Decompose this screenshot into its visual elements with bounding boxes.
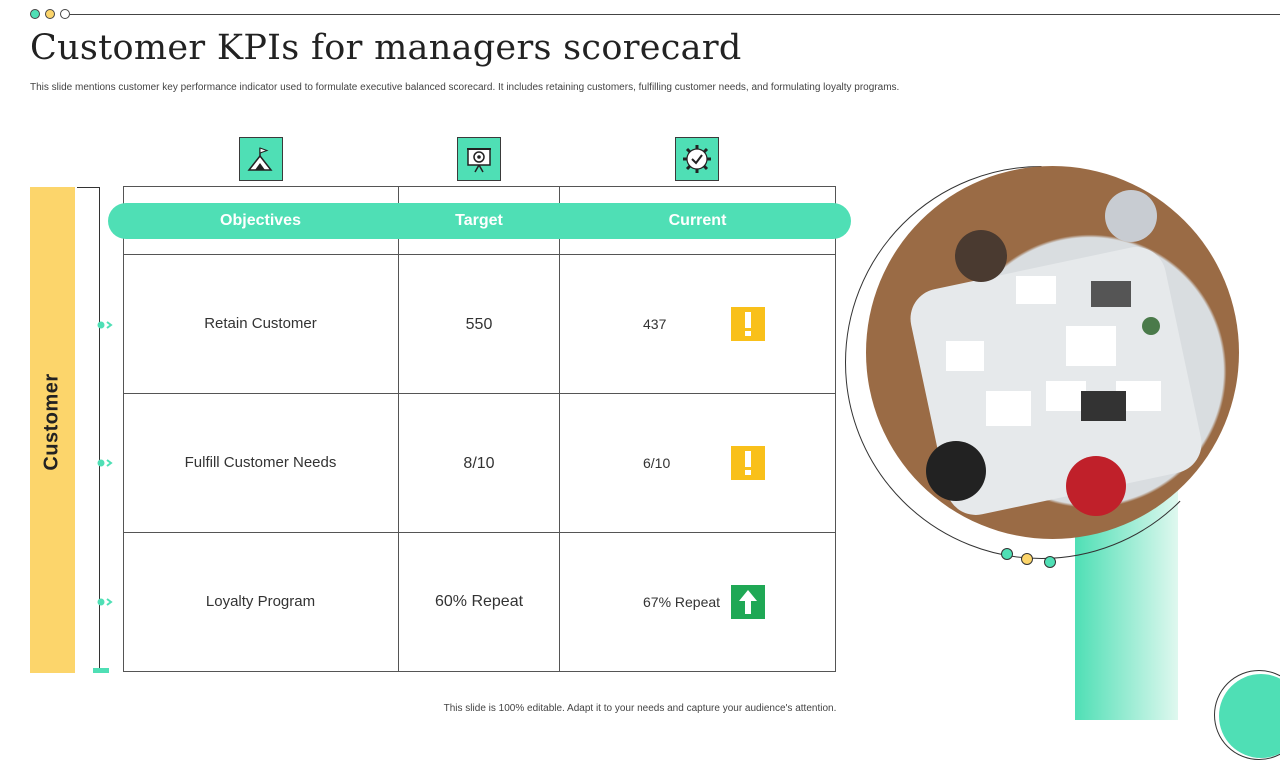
gear-check-icon <box>675 137 719 181</box>
header-current: Current <box>668 212 727 229</box>
row-current: 437 <box>643 316 667 332</box>
row-bullet-icon <box>96 320 114 330</box>
row-bullet-icon <box>96 458 114 468</box>
top-divider <box>70 14 1280 15</box>
mountain-flag-icon <box>239 137 283 181</box>
warning-icon <box>731 307 765 341</box>
page-title: Customer KPIs for managers scorecard <box>30 28 742 68</box>
decor-dot-green <box>30 9 40 19</box>
column-divider <box>559 186 560 672</box>
row-objective: Fulfill Customer Needs <box>184 454 337 471</box>
row-objective: Retain Customer <box>204 315 317 332</box>
presentation-target-icon <box>457 137 501 181</box>
header-objectives: Objectives <box>220 212 301 229</box>
decor-dot-green <box>1044 556 1056 568</box>
decor-dot-green <box>1001 548 1013 560</box>
row-divider <box>123 254 836 255</box>
row-current: 67% Repeat <box>643 594 721 610</box>
decor-dot-yellow <box>45 9 55 19</box>
category-label: Customer <box>40 373 63 471</box>
row-divider <box>123 532 836 533</box>
warning-icon <box>731 446 765 480</box>
row-bullet-icon <box>96 597 114 607</box>
header-target: Target <box>455 212 503 229</box>
bracket-foot <box>93 668 109 673</box>
row-target: 550 <box>465 316 493 333</box>
team-meeting-photo <box>866 166 1239 539</box>
row-current: 6/10 <box>643 455 671 471</box>
row-target: 60% Repeat <box>434 593 524 610</box>
page-subtitle: This slide mentions customer key performance indicator used to formulate executive balanced scorecard. It includes retaining customers, fulfilling customer needs, and formulating loyalty programs. <box>30 82 900 93</box>
footer-note: This slide is 100% editable. Adapt it to your needs and capture your audience's attention. <box>443 703 837 714</box>
decor-dot-yellow <box>1021 553 1033 565</box>
row-divider <box>123 393 836 394</box>
row-objective: Loyalty Program <box>205 593 316 610</box>
decor-dot-white <box>60 9 70 19</box>
row-target: 8/10 <box>463 455 495 472</box>
arrow-up-icon <box>731 585 765 619</box>
